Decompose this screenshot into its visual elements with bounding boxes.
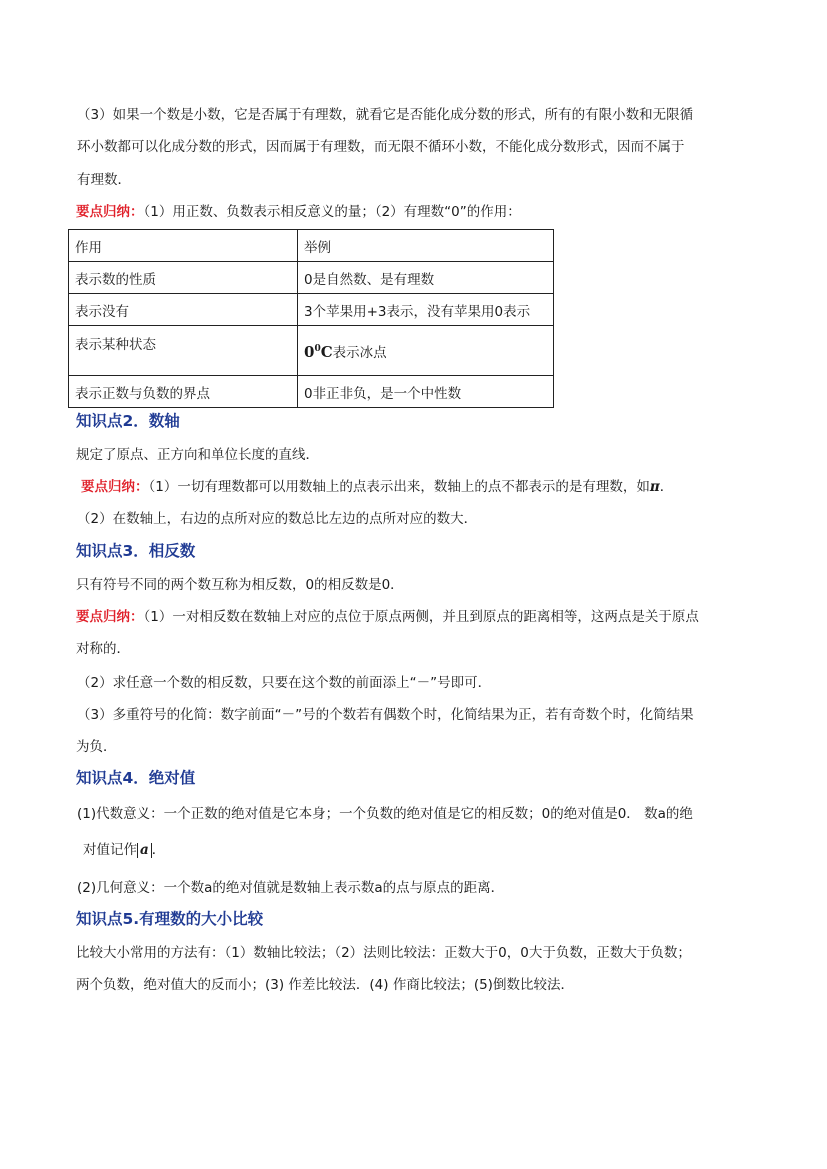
table-cell-text: 表示冰点	[332, 344, 387, 361]
table-header-cell: 举例	[298, 230, 554, 262]
number-line-summary: 要点归纳：（1）一切有理数都可以用数轴上的点表示出来，数轴上的点不都表示的是有理数，如π．	[81, 479, 674, 495]
zero-celsius: $0^0C$	[304, 342, 333, 361]
table-header-cell: 作用	[69, 230, 298, 262]
summary-1	[76, 202, 521, 222]
table-row	[69, 294, 554, 326]
table-cell: 表示某种状态	[69, 326, 298, 376]
opposite-definition: 只有符号不同的两个数互称为相反数，0的相反数是0．	[76, 577, 404, 593]
number-line-point-2: （2）在数轴上，右边的点所对应的数总比左边的点所对应的数大．	[77, 511, 478, 527]
paragraph-3-line-1: （3）如果一个数是小数，它是否属于有理数，就看它是否能化成分数的形式，所有的有限小数和无限循	[77, 107, 694, 123]
table-cell: 3个苹果用+3表示，没有苹果用0表示	[298, 294, 554, 326]
absolute-value-line-3: (2)几何意义：一个数a的绝对值就是数轴上表示数a的点与原点的距离．	[77, 880, 505, 896]
summary-label: 要点归纳：	[76, 609, 144, 625]
table-row	[69, 376, 554, 408]
table-cell: 表示正数与负数的界点	[69, 376, 298, 408]
opposite-point-3-line-2: 为负．	[76, 739, 117, 755]
paragraph-3-line-2: 环小数都可以化成分数的形式，因而属于有理数，而无限不循环小数，不能化成分数形式，因而不属于	[77, 139, 685, 155]
heading-number-line: 知识点2．数轴	[76, 412, 180, 430]
opposite-summary-line-2: 对称的．	[76, 641, 130, 657]
table-row	[69, 262, 554, 294]
table-cell: 0是自然数、是有理数	[298, 262, 554, 294]
summary-label: 要点归纳：	[76, 204, 144, 220]
table-row	[69, 326, 554, 376]
absolute-value-line-1: (1)代数意义：一个正数的绝对值是它本身；一个负数的绝对值是它的相反数；0的绝对值是0． 数a的绝	[77, 806, 693, 822]
heading-comparison: 知识点5.有理数的大小比较	[76, 910, 264, 928]
comparison-line-1: 比较大小常用的方法有：（1）数轴比较法；（2）法则比较法：正数大于0，0大于负数，正数大于负数；	[76, 945, 691, 961]
comparison-line-2: 两个负数，绝对值大的反而小；(3) 作差比较法．(4) 作商比较法；(5)倒数比较法．	[76, 977, 574, 993]
opposite-point-3-line-1: （3）多重符号的化简：数字前面“－”号的个数若有偶数个时，化简结果为正，若有奇数个时，化简结果	[77, 707, 694, 723]
pi-symbol: π	[649, 479, 660, 495]
absolute-value-notation: a	[137, 843, 152, 858]
heading-absolute-value: 知识点4．绝对值	[76, 769, 196, 787]
summary-text: （1）用正数、负数表示相反意义的量；（2）有理数“0”的作用：	[143, 204, 521, 220]
table-cell: 0非正非负，是一个中性数	[298, 376, 554, 408]
number-line-definition: 规定了原点、正方向和单位长度的直线．	[76, 447, 319, 463]
table-cell: 表示没有	[69, 294, 298, 326]
summary-label: 要点归纳：	[81, 479, 149, 495]
table-cell: 表示数的性质	[69, 262, 298, 294]
zero-role-table	[68, 229, 554, 408]
opposite-point-2: （2）求任意一个数的相反数，只要在这个数的前面添上“－”号即可．	[77, 675, 492, 691]
table-header-row	[69, 230, 554, 262]
table-cell	[298, 326, 554, 376]
paragraph-3-line-3: 有理数．	[77, 172, 131, 188]
absolute-value-line-2: 对值记作 a ．	[83, 842, 166, 858]
heading-opposite-numbers: 知识点3．相反数	[76, 542, 196, 560]
opposite-summary-line-1: 要点归纳：（1）一对相反数在数轴上对应的点位于原点两侧，并且到原点的距离相等，这两点是关于原点	[76, 609, 699, 625]
